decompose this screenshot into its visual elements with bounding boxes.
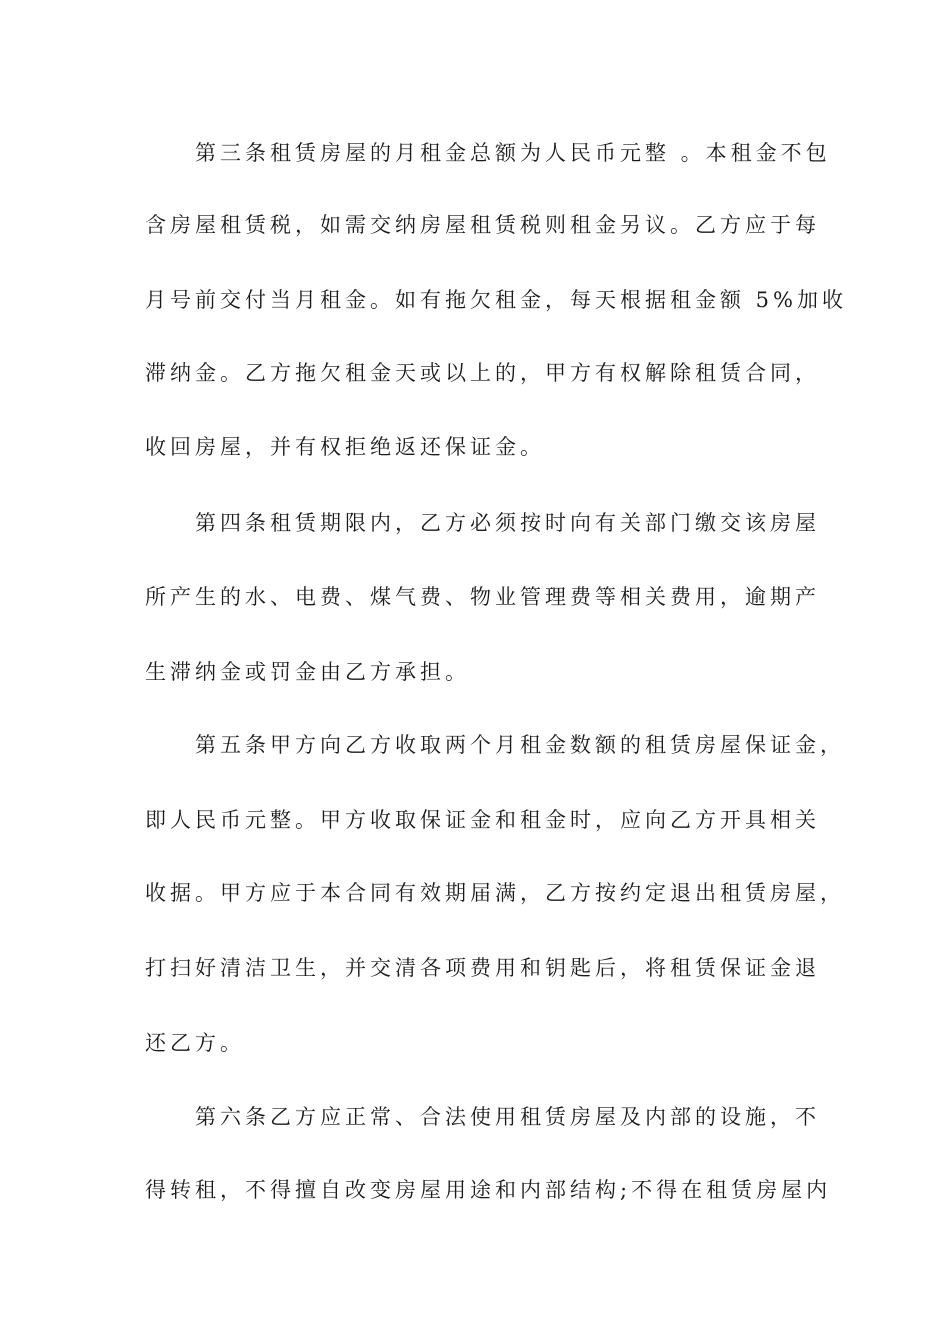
paragraph-3-line-3: 收据。甲方应于本合同有效期届满，乙方按约定退出租赁房屋，: [145, 881, 845, 905]
paragraph-4-line-2: 得转租，不得擅自改变房屋用途和内部结构;不得在租赁房屋内: [145, 1178, 832, 1202]
paragraph-3-line-1: 第五条甲方向乙方收取两个月租金数额的租赁房屋保证金，: [195, 733, 845, 757]
paragraph-1-line-5: 收回房屋，并有权拒绝返还保证金。: [145, 435, 545, 459]
paragraph-1-line-2: 含房屋租赁税，如需交纳房屋租赁税则租金另议。乙方应于每: [145, 213, 820, 237]
paragraph-2-line-2: 所产生的水、电费、煤气费、物业管理费等相关费用，逾期产: [145, 585, 820, 609]
paragraph-1-line-4: 滞纳金。乙方拖欠租金天或以上的，甲方有权解除租赁合同，: [145, 361, 820, 385]
paragraph-4-line-1: 第六条乙方应正常、合法使用租赁房屋及内部的设施，不: [195, 1105, 820, 1129]
paragraph-1-line-3: 月号前交付当月租金。如有拖欠租金，每天根据租金额 5%加收: [145, 288, 847, 312]
paragraph-1-line-1: 第三条租赁房屋的月租金总额为人民币元整 。本租金不包: [195, 141, 831, 165]
paragraph-3-line-2: 即人民币元整。甲方收取保证金和租金时，应向乙方开具相关: [145, 808, 820, 832]
paragraph-2-line-1: 第四条租赁期限内，乙方必须按时向有关部门缴交该房屋: [195, 511, 820, 535]
paragraph-2-line-3: 生滞纳金或罚金由乙方承担。: [145, 660, 470, 684]
paragraph-3-line-4: 打扫好清洁卫生，并交清各项费用和钥匙后，将租赁保证金退: [145, 956, 820, 980]
paragraph-3-line-5: 还乙方。: [145, 1031, 245, 1055]
